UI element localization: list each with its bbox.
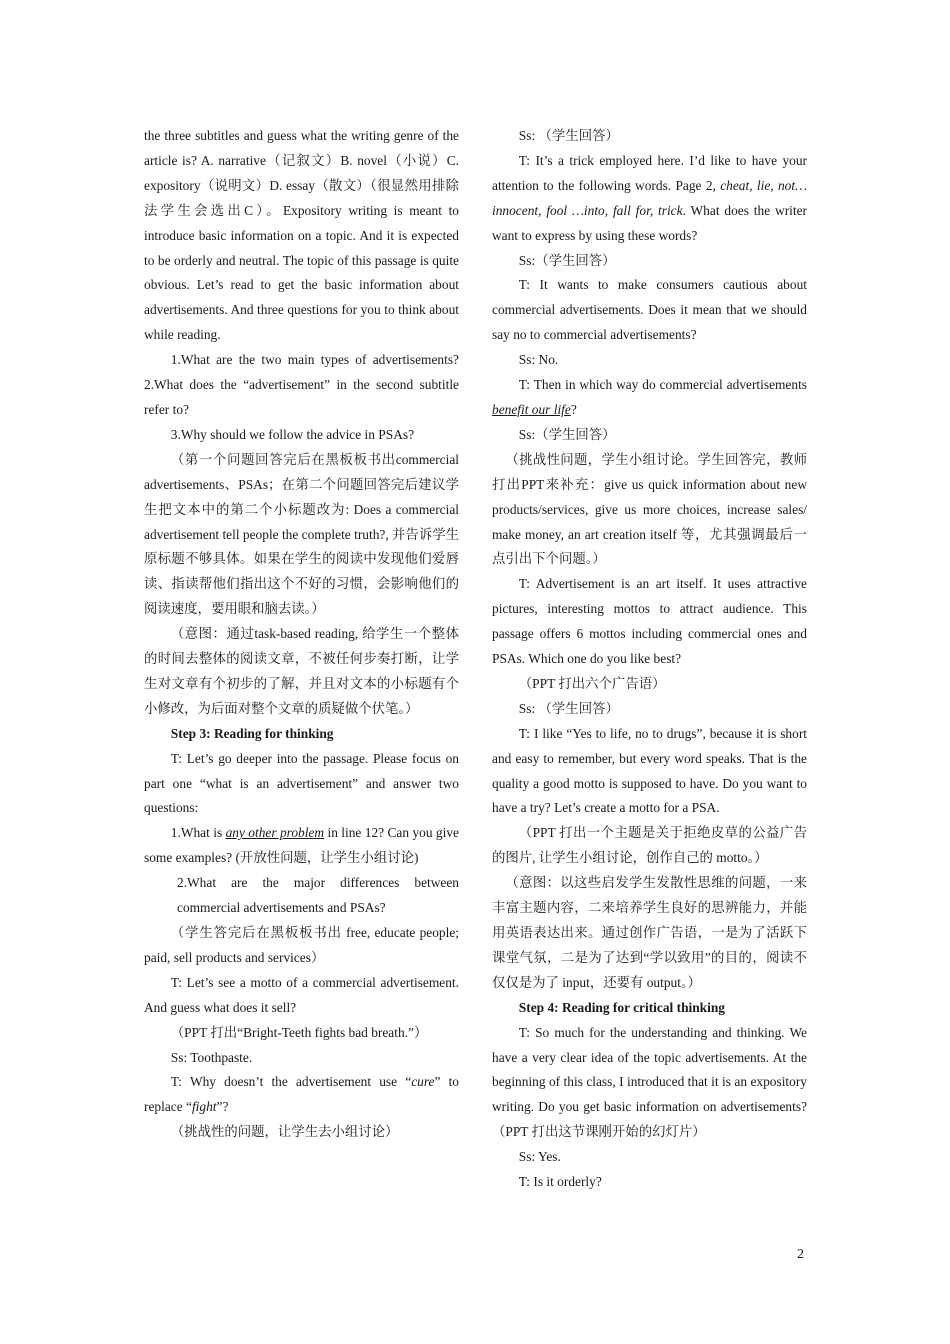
question-line — [144, 821, 459, 871]
students-line: Ss:（学生回答） — [518, 426, 616, 442]
right-column — [492, 124, 807, 1195]
emphasized-word: fight — [191, 1099, 217, 1115]
teacher-line — [492, 373, 807, 423]
teacher-line: T: I like “Yes to life, no to drugs”, because it is short and easy to remember, but every word speaks. That is the quality a good motto is supposed to have. Do you want to have a try? Let’s create a motto for a PSA. — [492, 725, 807, 816]
students-line: Ss:（学生回答） — [518, 252, 616, 268]
ppt-note: （PPT 打出“Bright-Teeth fights bad breath.”） — [170, 1024, 428, 1040]
emphasized-words: cheat, lie, not…innocent, fool …into, fall for, trick — [492, 177, 807, 218]
emphasized-phrase: benefit our life — [492, 401, 571, 417]
teacher-line: T: Let’s see a motto of a commercial advertisement. And guess what does it sell? — [144, 974, 459, 1015]
emphasized-word: cure — [411, 1074, 435, 1090]
teacher-note: （挑战性问题，学生小组讨论。学生回答完，教师打出PPT来补充：give us quick information about new products/services, give us more choices, increase sales/ make money, an art creation itself 等，尤其强调最后一点引出下个问题。） — [492, 451, 807, 567]
step-3-heading: Step 3: Reading for thinking — [170, 725, 334, 741]
students-line: Ss: No. — [518, 352, 559, 368]
students-line: Ss: （学生回答） — [518, 700, 619, 716]
text-run: 1.What is — [170, 825, 226, 841]
teacher-line: T: So much for the understanding and thinking. We have a very clear idea of the topic advertisements. At the beginning of this class, I introduced that it is an expository writing. Do you get basic information on advertisements?（PPT 打出这节课刚开始的幻灯片） — [492, 1024, 807, 1140]
teacher-line: T: It wants to make consumers cautious about commercial advertisements. Does it mean that we should say no to commercial advertisements? — [492, 277, 807, 343]
intent-note: （意图：通过task-based reading, 给学生一个整体的时间去整体的阅读文章，不被任何步奏打断，让学生对文章有个初步的了解，并且对文本的小标题有个小修改，为后面对整个文章的质疑做个伏笔。） — [144, 626, 459, 716]
text-run: . What does the writer want to express by using these words? — [492, 202, 808, 243]
question-1-2: 1.What are the two main types of advertisements? 2.What does the “advertisement” in the second subtitle refer to? — [144, 352, 473, 417]
teacher-line: T: Is it orderly? — [518, 1174, 602, 1190]
ppt-note: （PPT 打出六个广告语） — [518, 675, 666, 691]
paragraph: the three subtitles and guess what the writing genre of the article is? A. narrative（记叙文）B. novel（小说）C. expository（说明文）D. essay（散文）（很显然用排除法学生会选出C）。Expository writing is meant to introduce basic information on a topic. And it is expected to be orderly and neutral. The topic of this passage is quite obvious. Let’s read to get the basic information about advertisements. And three questions for you to think about while reading. — [144, 128, 459, 343]
students-line: Ss: Toothpaste. — [170, 1049, 253, 1065]
question-line: 2.What are the major differences between commercial advertisements and PSAs? — [177, 875, 459, 916]
teacher-line — [144, 1070, 459, 1120]
question-3: 3.Why should we follow the advice in PSAs? — [170, 426, 415, 442]
emphasized-phrase: any other problem — [225, 825, 325, 841]
text-run: ”? — [216, 1099, 229, 1115]
teacher-note: （第一个问题回答完后在黑板板书出commercial advertisements、PSAs；在第二个问题回答完后建议学生把文本中的第二个小标题改为: Does a commercial advertisement tell people the complete truth?, 并告诉学生原标题不够具体。如果在学生的阅读中发现他们爱唇读、指读帮他们指出这个不好的习惯，会影响他们的阅读速度，要用眼和脑去读。） — [144, 451, 459, 617]
students-line: Ss: Yes. — [518, 1149, 561, 1165]
left-column — [144, 124, 473, 1145]
text-run: T: Why doesn’t the advertisement use “ — [170, 1074, 412, 1090]
text-run: ” to replace “ — [144, 1074, 459, 1115]
ppt-note: （PPT 打出一个主题是关于拒绝皮草的公益广告的图片, 让学生小组讨论，创作自己的 motto。） — [492, 825, 807, 866]
step-4-heading: Step 4: Reading for critical thinking — [518, 999, 725, 1015]
teacher-line: T: Advertisement is an art itself. It uses attractive pictures, interesting mottos to attract audience. This passage offers 6 mottos including commercial ones and PSAs. Which one do you like best? — [492, 576, 807, 667]
text-run: T: Then in which way do commercial advertisements — [518, 377, 807, 393]
teacher-note: （学生答完后在黑板板书出 free, educate people; paid, sell products and services） — [144, 925, 459, 965]
text-run: T: It’s a trick employed here. I’d like to have your attention to the following words. Page 2, — [492, 152, 807, 193]
teacher-line: T: Let’s go deeper into the passage. Please focus on part one “what is an advertisement” and answer two questions: — [144, 750, 459, 816]
teacher-note: （挑战性的问题，让学生去小组讨论） — [170, 1124, 399, 1140]
intent-note: （意图：以这些启发学生发散性思维的问题，一来丰富主题内容，二来培养学生良好的思辨能力，并能用英语表达出来。通过创作广告语，一是为了活跃下课堂气氛，二是为了达到“学以致用”的目的，阅读不仅仅是为了 input，还要有 output。） — [492, 875, 807, 990]
teacher-line — [492, 149, 807, 249]
page-number: 2 — [797, 1247, 804, 1262]
text-run: ? — [570, 401, 577, 417]
text-run: in line 12? Can you give some examples? (开放性问题，让学生小组讨论) — [144, 825, 459, 866]
students-line: Ss: （学生回答） — [518, 128, 619, 143]
